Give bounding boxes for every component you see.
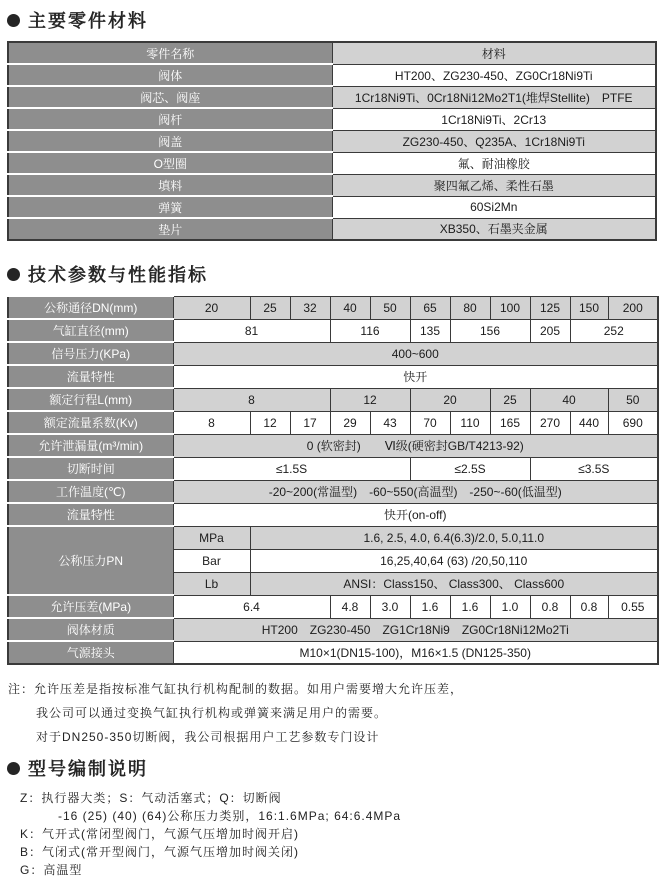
value-cell: -20~200(常温型) -60~550(高温型) -250~-60(低温型): [173, 480, 658, 503]
table-row: [8, 64, 656, 86]
material-value: 60Si2Mn: [332, 196, 656, 218]
value-cell: M10×1(DN15-100)，M16×1.5 (DN125-350): [173, 641, 658, 664]
value-cell: 1.6, 2.5, 4.0, 6.4(6.3)/2.0, 5.0,11.0: [250, 526, 658, 549]
value-cell: 12: [250, 411, 290, 434]
value-cell: 150: [570, 296, 608, 319]
tech-title-text: 技术参数与性能指标: [28, 265, 208, 285]
value-cell: 0.8: [530, 595, 570, 618]
table-row: [8, 641, 658, 664]
notes-block: [8, 677, 658, 749]
table-row: [8, 319, 658, 342]
table-row: [8, 365, 658, 388]
value-cell: MPa: [173, 526, 250, 549]
value-cell: ANSI：Class150、 Class300、 Class600: [250, 572, 658, 595]
value-cell: 116: [330, 319, 410, 342]
row-label: 气源接头: [8, 641, 173, 664]
row-label: 阀盖: [8, 130, 332, 152]
model-line: -16 (25) (40) (64)公称压力类别，16:1.6MPa; 64:6.4MPa: [58, 809, 402, 823]
value-cell: 25: [250, 296, 290, 319]
value-cell: 205: [530, 319, 570, 342]
value-cell: 70: [410, 411, 450, 434]
bullet-icon: [7, 762, 20, 775]
value-cell: 1.6: [450, 595, 490, 618]
row-label: 信号压力(KPa): [8, 342, 173, 365]
value-cell: 8: [173, 388, 330, 411]
value-cell: 100: [490, 296, 530, 319]
value-cell: Bar: [173, 549, 250, 572]
row-label: 垫片: [8, 218, 332, 240]
model-line: K：气开式(常闭型阀门，气源气压增加时阀开启): [20, 827, 299, 841]
material-value: 1Cr18Ni9Ti、2Cr13: [332, 108, 656, 130]
value-cell: 110: [450, 411, 490, 434]
model-notes-block: [20, 789, 658, 879]
row-label: 允许压差(MPa): [8, 595, 173, 618]
materials-table: [7, 41, 657, 241]
material-value: 1Cr18Ni9Ti、0Cr18Ni12Mo2T1(堆焊Stellite) PTFE: [332, 86, 656, 108]
value-cell: 165: [490, 411, 530, 434]
value-cell: 270: [530, 411, 570, 434]
value-cell: 40: [530, 388, 608, 411]
table-row: [8, 108, 656, 130]
material-value: 聚四氟乙烯、柔性石墨: [332, 174, 656, 196]
material-value: HT200、ZG230-450、ZG0Cr18Ni9Ti: [332, 64, 656, 86]
table-row: [8, 342, 658, 365]
value-cell: 29: [330, 411, 370, 434]
table-row: [8, 411, 658, 434]
row-label: 流量特性: [8, 503, 173, 526]
section-title-materials: [7, 9, 658, 31]
value-cell: 4.8: [330, 595, 370, 618]
column-header-part-name: 零件名称: [8, 42, 332, 64]
materials-title-text: 主要零件材料: [28, 11, 148, 31]
value-cell: 0.55: [608, 595, 658, 618]
value-cell: 156: [450, 319, 530, 342]
table-row: [8, 526, 658, 549]
note-line: 对于DN250-350切断阀，我公司根据用户工艺参数专门设计: [36, 730, 380, 744]
value-cell: 25: [490, 388, 530, 411]
value-cell: 20: [410, 388, 490, 411]
tech-parameters-table: [7, 295, 659, 665]
column-header-material: 材料: [332, 42, 656, 64]
row-label: 气缸直径(mm): [8, 319, 173, 342]
value-cell: 0.8: [570, 595, 608, 618]
table-header-row: [8, 42, 656, 64]
value-cell: 252: [570, 319, 658, 342]
value-cell: 690: [608, 411, 658, 434]
row-label: 阀体材质: [8, 618, 173, 641]
table-row: [8, 595, 658, 618]
model-line: G：高温型: [20, 863, 83, 877]
row-label: 工作温度(℃): [8, 480, 173, 503]
value-cell: 440: [570, 411, 608, 434]
value-cell: ≤1.5S: [173, 457, 410, 480]
value-cell: 200: [608, 296, 658, 319]
section-title-tech: [7, 263, 658, 285]
table-row: [8, 152, 656, 174]
material-value: XB350、石墨夹金属: [332, 218, 656, 240]
row-label: 允许泄漏量(m³/min): [8, 434, 173, 457]
value-cell: 3.0: [370, 595, 410, 618]
model-title-text: 型号编制说明: [28, 759, 148, 779]
model-line: Z：执行器大类；S：气动活塞式；Q：切断阀: [20, 791, 282, 805]
row-label: 弹簧: [8, 196, 332, 218]
table-row: [8, 434, 658, 457]
table-row: [8, 174, 656, 196]
row-label: 阀杆: [8, 108, 332, 130]
value-cell: 50: [608, 388, 658, 411]
value-cell: 12: [330, 388, 410, 411]
table-row: [8, 388, 658, 411]
row-label: 流量特性: [8, 365, 173, 388]
table-row: [8, 86, 656, 108]
value-cell: ≤2.5S: [410, 457, 530, 480]
value-cell: 40: [330, 296, 370, 319]
value-cell: 81: [173, 319, 330, 342]
row-label: 公称通径DN(mm): [8, 296, 173, 319]
row-label: 阀体: [8, 64, 332, 86]
table-row: [8, 130, 656, 152]
value-cell: 43: [370, 411, 410, 434]
value-cell: 0 (软密封) Ⅵ级(硬密封GB/T4213-92): [173, 434, 658, 457]
value-cell: 快开(on-off): [173, 503, 658, 526]
value-cell: 8: [173, 411, 250, 434]
value-cell: 80: [450, 296, 490, 319]
value-cell: 135: [410, 319, 450, 342]
bullet-icon: [7, 268, 20, 281]
note-line: 我公司可以通过变换气缸执行机构或弹簧来满足用户的需要。: [36, 706, 388, 720]
value-cell: 快开: [173, 365, 658, 388]
row-label: 填料: [8, 174, 332, 196]
value-cell: ≤3.5S: [530, 457, 658, 480]
value-cell: 20: [173, 296, 250, 319]
row-label: 公称压力PN: [8, 526, 173, 595]
value-cell: 65: [410, 296, 450, 319]
material-value: 氟、耐油橡胶: [332, 152, 656, 174]
value-cell: 16,25,40,64 (63) /20,50,110: [250, 549, 658, 572]
material-value: ZG230-450、Q235A、1Cr18Ni9Ti: [332, 130, 656, 152]
table-row: [8, 218, 656, 240]
table-row: [8, 618, 658, 641]
value-cell: 400~600: [173, 342, 658, 365]
section-title-model: [7, 757, 658, 779]
table-row: [8, 457, 658, 480]
row-label: 额定行程L(mm): [8, 388, 173, 411]
row-label: O型圈: [8, 152, 332, 174]
table-row: [8, 196, 656, 218]
model-line: B：气闭式(常开型阀门，气源气压增加时阀关闭): [20, 845, 299, 859]
row-label: 额定流量系数(Kv): [8, 411, 173, 434]
row-label: 阀芯、阀座: [8, 86, 332, 108]
value-cell: HT200 ZG230-450 ZG1Cr18Ni9 ZG0Cr18Ni12Mo2Ti: [173, 618, 658, 641]
value-cell: 50: [370, 296, 410, 319]
value-cell: 17: [290, 411, 330, 434]
table-row: [8, 296, 658, 319]
value-cell: 32: [290, 296, 330, 319]
value-cell: 1.0: [490, 595, 530, 618]
value-cell: Lb: [173, 572, 250, 595]
row-label: 切断时间: [8, 457, 173, 480]
bullet-icon: [7, 14, 20, 27]
table-row: [8, 503, 658, 526]
table-row: [8, 480, 658, 503]
value-cell: 6.4: [173, 595, 330, 618]
value-cell: 125: [530, 296, 570, 319]
value-cell: 1.6: [410, 595, 450, 618]
note-line: 注：允许压差是指按标准气缸执行机构配制的数据。如用户需要增大允许压差，: [8, 682, 464, 696]
